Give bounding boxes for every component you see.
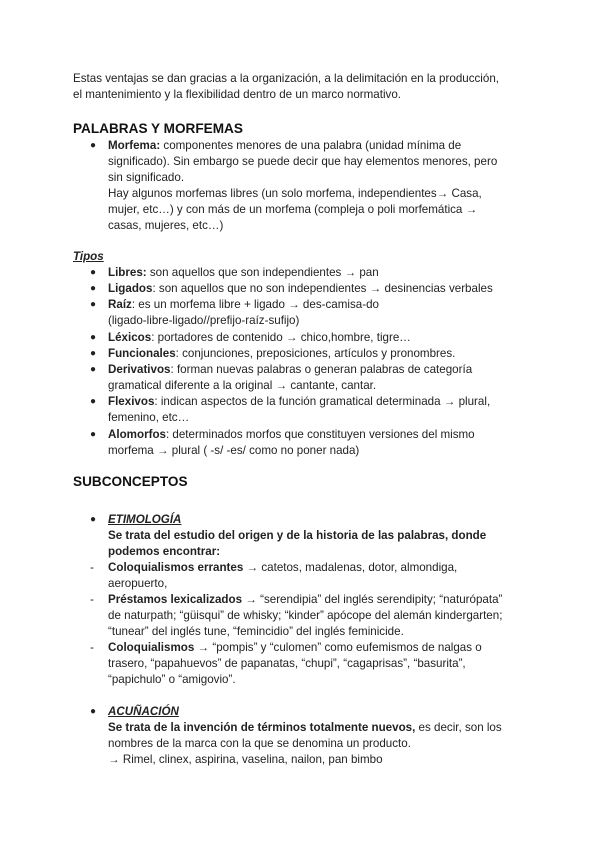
tipo-funcionales [108,346,455,362]
tipo-text: : es un morfema libre + ligado → des-camisa-do [131,298,379,311]
acunacion-line-2: nombres de la marca con la que se denomina un producto. [108,737,411,750]
dash-marker: - [90,593,94,606]
bullet-icon: ● [90,706,97,717]
morfema-line-4: Hay algunos morfemas libres (un solo morfema, independientes→ Casa, [108,187,482,200]
etimologia-item-1-line-2: aeropuerto, [108,577,168,590]
etimologia-item-2-line-3: “tunear” del inglés tune, “femincidio” del inglés feminicide. [108,625,404,638]
tipo-raiz-line-2: (ligado-libre-ligado//prefijo-raíz-sufijo) [108,314,300,327]
acunacion-line-3: → Rimel, clinex, aspirina, vaselina, nailon, pan bimbo [108,753,383,766]
tipo-text: son aquellos que son independientes → pan [146,266,379,279]
etimologia-item-2 [108,592,502,608]
bullet-icon: ● [90,429,97,440]
tipo-term: Libres: [108,266,147,279]
tipo-term: Funcionales [108,347,176,360]
tipo-term: Raíz [108,298,132,311]
heading-subconceptos: SUBCONCEPTOS [73,474,188,489]
tipo-term: Derivativos [108,363,171,376]
tipo-derivativos [108,362,472,378]
etimologia-title [108,512,181,528]
etimologia-item-3-line-2: trasero, “papahuevos” de papanatas, “chupi”, “cagaprisas”, “basurita”, [108,657,466,670]
etimologia-item-3-line-3: “papichulo” o “amigovio”. [108,673,236,686]
bullet-icon: ● [90,267,97,278]
tipo-flexivos [108,394,490,410]
bullet-icon: ● [90,299,97,310]
item-term: Coloquialismos [108,641,195,654]
etimologia-title-text: ETIMOLOGÍA [108,513,182,526]
item-term: Préstamos lexicalizados [108,593,243,606]
item-text: → catetos, madalenas, dotor, almondiga, [243,561,458,574]
tipo-raiz [108,297,379,313]
tipo-alomorfos [108,427,475,443]
dash-marker: - [90,641,94,654]
etimologia-item-2-line-2: de naturpath; “güisqui” de whisky; “kinder” apócope del alemán kindergarten; [108,609,503,622]
morfema-line-5: mujer, etc…) y con más de un morfema (compleja o poli morfemática → [108,203,478,216]
item-text: → “pompis” y “culomen” como eufemismos de nalgas o [194,641,482,654]
tipo-ligados [108,281,493,297]
acunacion-line-1 [108,720,502,736]
etimologia-desc-1: Se trata del estudio del origen y de la historia de las palabras, donde [108,529,487,542]
tipo-term: Ligados [108,282,153,295]
etimologia-item-3 [108,640,482,656]
heading-palabras-morfemas: PALABRAS Y MORFEMAS [73,121,243,136]
morfema-line-2: significado). Sin embargo se puede decir que hay elementos menores, pero [108,155,498,168]
tipo-term: Flexivos [108,395,155,408]
bullet-icon: ● [90,140,97,151]
morfema-line-3: sin significado. [108,171,185,184]
tipo-text: : forman nuevas palabras o generan palabras de categoría [170,363,473,376]
acunacion-title-text: ACUÑACIÓN [108,705,179,718]
tipos-heading-text: Tipos [73,250,104,263]
intro-line-2: el mantenimiento y la flexibilidad dentro de un marco normativo. [73,88,402,101]
bullet-icon: ● [90,283,97,294]
dash-marker: - [90,561,94,574]
etimologia-item-1 [108,560,457,576]
tipo-text: : indican aspectos de la función gramatical determinada → plural, [154,395,491,408]
acunacion-rest-text: es decir, son los [415,721,502,734]
tipo-term: Alomorfos [108,428,166,441]
tipo-text: : conjunciones, preposiciones, artículos y pronombres. [175,347,456,360]
morfema-line-6: casas, mujeres, etc…) [108,219,224,232]
etimologia-desc-2: podemos encontrar: [108,545,221,558]
item-term: Coloquialismos errantes [108,561,244,574]
tipo-alomorfos-line-2: morfema → plural ( -s/ -es/ como no poner nada) [108,444,360,457]
tipo-derivativos-line-2: gramatical diferente a la original → cantante, cantar. [108,379,377,392]
acunacion-bold-text: Se trata de la invención de términos totalmente nuevos, [108,721,416,734]
bullet-icon: ● [90,396,97,407]
morfema-line-1 [108,138,461,154]
bullet-icon: ● [90,348,97,359]
tipo-libres [108,265,379,281]
tipo-term: Léxicos [108,331,152,344]
tipo-lexicos [108,330,411,346]
tipo-text: : determinados morfos que constituyen versiones del mismo [165,428,475,441]
morfema-term: Morfema: [108,139,161,152]
acunacion-title [108,704,179,720]
tipos-heading [73,249,104,265]
bullet-icon: ● [90,514,97,525]
bullet-icon: ● [90,364,97,375]
tipo-flexivos-line-2: femenino, etc… [108,411,190,424]
intro-line-1: Estas ventajas se dan gracias a la organización, a la delimitación en la producción, [73,72,499,85]
tipo-text: : son aquellos que no son independientes → desinencias verbales [152,282,493,295]
tipo-text: : portadores de contenido → chico,hombre, tigre… [151,331,411,344]
morfema-text-1: componentes menores de una palabra (unidad mínima de [160,139,462,152]
item-text: → “serendipia” del inglés serendipity; “naturópata” [242,593,503,606]
bullet-icon: ● [90,332,97,343]
